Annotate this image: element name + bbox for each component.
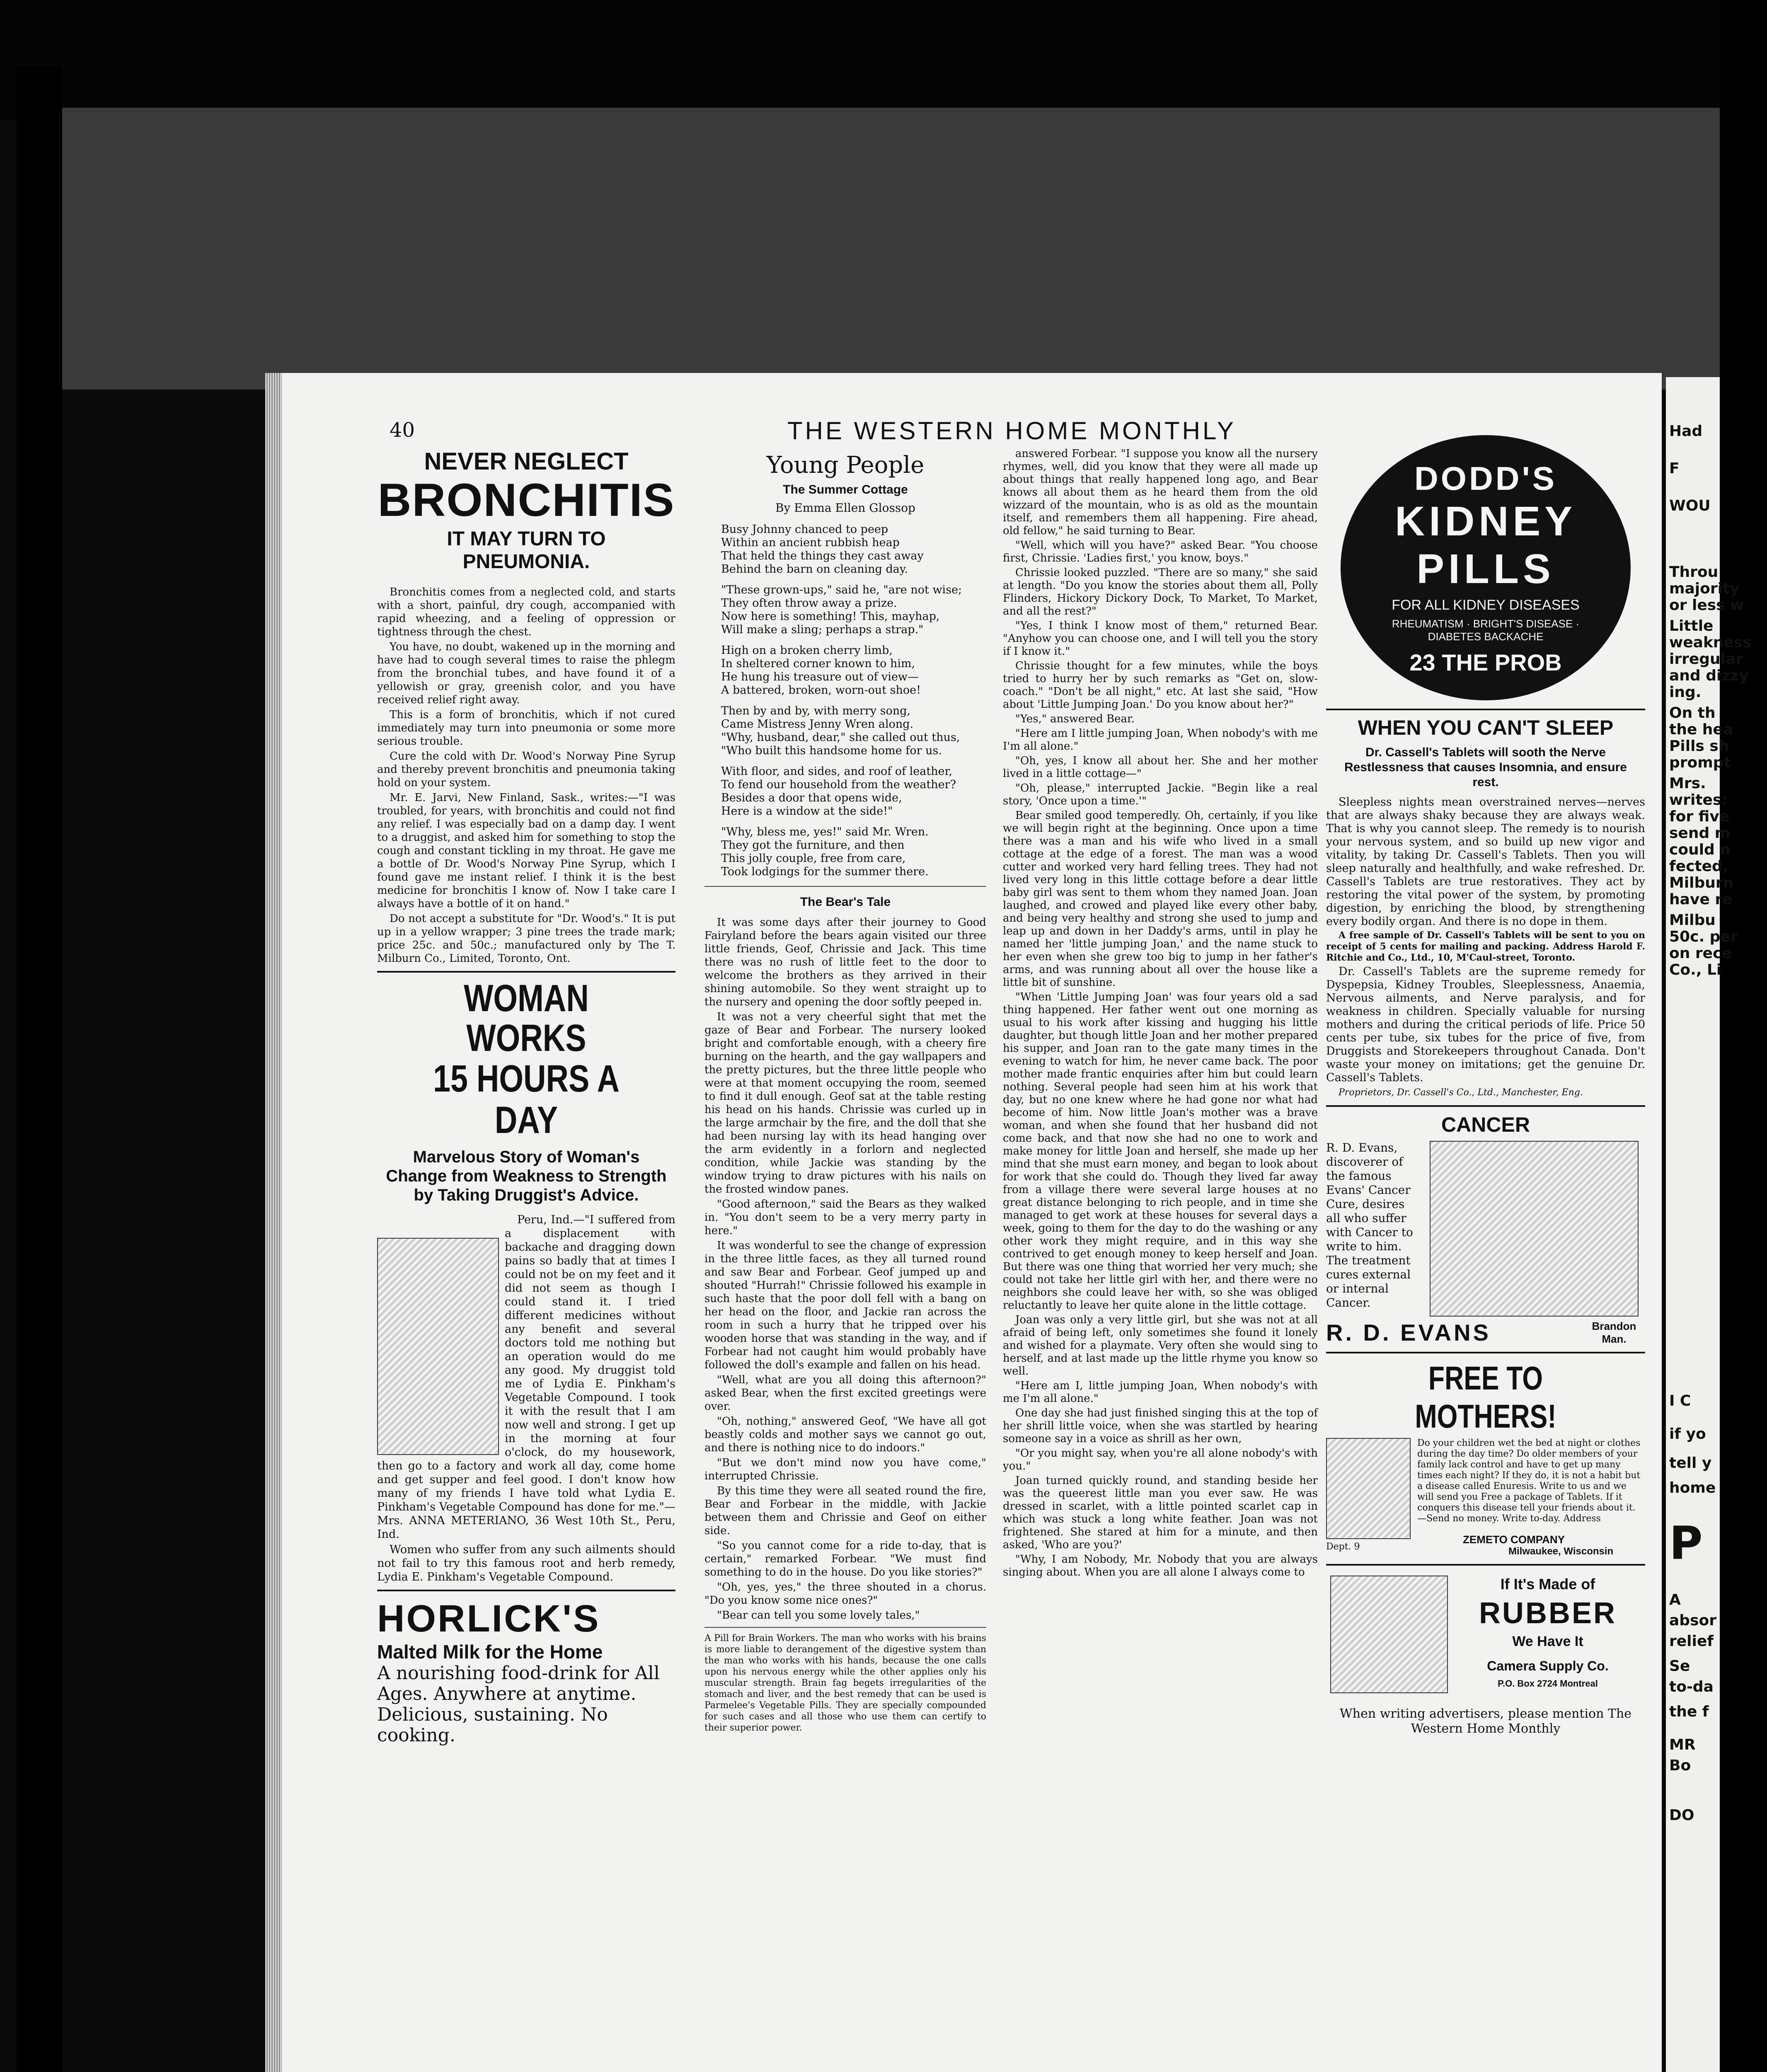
sleep-ad-subhead: Dr. Cassell's Tablets will sooth the Nerve Restlessness that causes Insomnia, and ensure rest. — [1344, 746, 1627, 789]
poem-stanza: With floor, and sides, and roof of leather, To fend our household from the weather? Besides a door that opens wide, Here is a window at the side!" — [721, 765, 956, 818]
adjacent-page-text: weakness — [1669, 634, 1752, 651]
adjacent-page-text: absor — [1669, 1612, 1716, 1629]
adjacent-page-text: MR — [1669, 1736, 1696, 1753]
adjacent-page-text: irregular — [1669, 651, 1743, 668]
adjacent-page-text: Co., Li — [1669, 961, 1722, 978]
scan-shadow — [62, 108, 1720, 390]
sleep-ad-body — [1326, 796, 1645, 1099]
divider — [1326, 1564, 1645, 1566]
paragraph: "Here am I, little jumping Joan, When nobody's with me I'm all alone." — [1003, 1380, 1318, 1405]
adjacent-page-text: prompt — [1669, 754, 1731, 771]
adjacent-page-text: writes: — [1669, 792, 1728, 808]
paragraph: "Well, which will you have?" asked Bear. "You choose first, Chrissie. 'Ladies first,' you know, boys." — [1003, 539, 1318, 564]
adjacent-page-text: on rece — [1669, 945, 1732, 962]
paragraph: Chrissie looked puzzled. "There are so many," she said at length. "Do you know the stories about them all, Polly Flinders, Hickory Dickory Dock, To Market, To Market, and all the rest?" — [1003, 566, 1318, 617]
adjacent-page-text: could n — [1669, 841, 1731, 858]
adjacent-page-text: to-da — [1669, 1678, 1714, 1695]
free-to-mothers-company: ZEMETO COMPANY — [1463, 1533, 1565, 1546]
divider — [1326, 1105, 1645, 1107]
paragraph: "Yes, I think I know most of them," returned Bear. "Anyhow you can choose one, and I will tell you the story if I know it." — [1003, 620, 1318, 658]
story-title: The Bear's Tale — [800, 895, 891, 909]
paragraph: One day she had just finished singing this at the top of her shrill little voice, when she was startled by hearing someone say in a voice as shrill as her own, — [1003, 1407, 1318, 1445]
poem-title: The Summer Cottage — [783, 483, 908, 496]
masthead: THE WESTERN HOME MONTHLY — [787, 417, 1236, 445]
adjacent-page-text: home — [1669, 1479, 1716, 1496]
paragraph: Proprietors, Dr. Cassell's Co., Ltd., Manchester, Eng. — [1339, 1087, 1583, 1098]
adjacent-page-text: relief — [1669, 1633, 1714, 1650]
story-body — [704, 916, 986, 1622]
page-number: 40 — [390, 419, 415, 442]
dodds-line-5: RHEUMATISM · BRIGHT'S DISEASE · DIABETES BACKACHE — [1392, 617, 1580, 643]
sleep-ad-headline: WHEN YOU CAN'T SLEEP — [1358, 716, 1614, 739]
free-to-mothers-headline: FREE TO MOTHERS! — [1415, 1360, 1556, 1435]
film-right-border — [1720, 0, 1767, 2072]
adjacent-page-text: the hea — [1669, 721, 1733, 738]
poem-stanzas — [704, 523, 986, 879]
paragraph: "But we don't mind now you have come," interrupted Chrissie. — [704, 1457, 986, 1482]
rubber-ad-line-5: P.O. Box 2724 Montreal — [1498, 1678, 1598, 1689]
bronchitis-ad-body — [377, 586, 675, 965]
bronchitis-ad-subhead: IT MAY TURN TO PNEUMONIA. — [447, 528, 606, 573]
paragraph: "Oh, please," interrupted Jackie. "Begin like a real story, 'Once upon a time.'" — [1003, 782, 1318, 807]
paragraph: Mr. E. Jarvi, New Finland, Sask., writes:—"I was troubled, for years, with bronchitis and could not find any relief. I was especially bad on a damp day. I went to a druggist, and asked him for something to stop the cough and constant tickling in my throat. He gave me a bottle of Dr. Wood's Norway Pine Syrup, which I found gave me instant relief. I think it is the best medicine for bronchitis I know of. Now I take care I always have a bottle of it on hand." — [377, 792, 675, 910]
column-1 — [377, 448, 675, 1746]
divider — [704, 886, 986, 887]
paragraph: Sleepless nights mean overstrained nerves—nerves that are always shaky because they are always weak. That is why you cannot sleep. The remedy is to nourish your nervous system, and so build up new vigor and vitality, by taking Dr. Cassell's Tablets. Then you will sleep naturally and healthfully, and wake refreshed. Dr. Cassell's Tablets are true restoratives. They act by restoring the vital power of the system, by promoting digestion, by enriching the blood, by strengthening every bodily organ. And there is no dope in them. — [1326, 796, 1645, 928]
paragraph: Bear smiled good temperedly. Oh, certainly, if you like we will begin right at the beginning. Once upon a time there was a man and his wife who lived in a small cottage at the edge of a forest. The man was a wood cutter and worked very hard felling trees. They had not lived very long in this little cottage before a dear little baby girl was sent to them whom they named Joan. Joan laughed, and crowed and played like every other baby, and being very healthy and strong she used to jump and leap up and down in her Daddy's arms, until in play he named her 'little jumping Joan,' and the name stuck to her even when she grew too big to jump in her father's arms, and was running about all over the house like a little bit of sunshine. — [1003, 809, 1318, 989]
film-top-border — [0, 0, 1767, 120]
horlicks-ad-text: A nourishing food-drink for All Ages. Anywhere at anytime. Delicious, sustaining. No cooking. — [377, 1663, 660, 1746]
paragraph: "Oh, yes, yes," the three shouted in a chorus. "Do you know some nice ones?" — [704, 1581, 986, 1607]
adjacent-page-text: Se — [1669, 1658, 1690, 1675]
cancer-ad-place: Brandon Man. — [1592, 1319, 1636, 1345]
dodds-line-6: 23 THE PROB — [1409, 649, 1562, 675]
adjacent-page-text: Pills sh — [1669, 738, 1729, 755]
adjacent-page-text: Bo — [1669, 1757, 1691, 1774]
adjacent-page-text: Throu — [1669, 564, 1719, 581]
adjacent-page-text: if yo — [1669, 1426, 1706, 1443]
paragraph: This is a form of bronchitis, which if not cured immediately may turn into pneumonia or some more serious trouble. — [377, 709, 675, 748]
rubber-ad — [1326, 1571, 1645, 1696]
poem-author: By Emma Ellen Glossop — [775, 501, 915, 515]
adjacent-page-text: send m — [1669, 825, 1731, 842]
paragraph: "Good afternoon," said the Bears as they walked in. "You don't seem to be a very merry party in here." — [704, 1198, 986, 1237]
dodds-line-4: FOR ALL KIDNEY DISEASES — [1392, 597, 1580, 613]
free-to-mothers-city: Milwaukee, Wisconsin — [1508, 1546, 1614, 1557]
rubber-ad-line-4: Camera Supply Co. — [1487, 1658, 1609, 1673]
film-left-border — [17, 66, 62, 2072]
paragraph: answered Forbear. "I suppose you know all the nursery rhymes, well, did you know that they were all made up about things that really happened long ago, and Bear knows all about them as he heard them from the old wizzard of the mountain, who is as old as the mountain itself, and remembers them all happening. Fire ahead, old fellow," he said turning to Bear. — [1003, 448, 1318, 537]
cancer-ad-headline: CANCER — [1441, 1113, 1530, 1136]
adjacent-page-text: Milburn — [1669, 874, 1734, 891]
dodds-line-2: KIDNEY — [1395, 498, 1576, 545]
column-2 — [704, 448, 986, 1736]
pinkham-ad-body — [377, 1213, 675, 1584]
pill-footnote: A Pill for Brain Workers. The man who works with his brains is more liable to derangement of the digestive system than the man who works with his hands, because the one calls upon his nervous energy while the other applies only his muscular strength. Brain fag begets irregularities of the stomach and liver, and the best remedy that can be used is Parmelee's Vegetable Pills. They are specially compounded for such cases and all those who use them can certify to their superior power. — [704, 1633, 986, 1733]
footer-note: When writing advertisers, please mention The Western Home Monthly — [1339, 1706, 1632, 1736]
paragraph: "Here am I little jumping Joan, When nobody's with me I'm all alone." — [1003, 727, 1318, 753]
paragraph: "When 'Little Jumping Joan' was four years old a sad thing happened. Her father went out one morning as usual to his work after kissing and hugging his little daughter, but though little Joan and her mother prepared his supper, and Joan ran to the gate many times in the evening to watch for him, he never came back. The poor mother made frantic enquiries after him but could learn nothing. Several people had seen him at his work that day, but no one knew where he had gone nor what had become of him. Now little Joan's mother was a brave woman, and when she found that her husband did not come back, and that now she had no one to work and make money for little Joan and herself, she made up her mind that she must earn money, and began to look about for work that she could do. Though they lived far away from a village there were several large houses at no great distance belonging to rich people, and in time she managed to get work at these houses for several days a week, going to them for the day to do the washing or any other work they might require, and in this way she contrived to get enough money to keep herself and Joan. But there was one thing that worried her very much; she could not take her little girl with her, and there were no neighbors she could leave her with, so she was obliged reluctantly to leave her quite alone in the little cottage. — [1003, 991, 1318, 1312]
paragraph: Dr. Cassell's Tablets are the supreme remedy for Dyspepsia, Kidney Troubles, Sleeplessness, Anaemia, Nervous ailments, and Nerve paralysis, and for weakness in children. Specially valuable for nursing mothers and during the critical periods of life. Price 50 cents per tube, six tubes for the price of five, from Druggists and Storekeepers throughout Canada. Don't waste your money on imitations; get the genuine Dr. Cassell's Tablets. — [1326, 965, 1645, 1084]
divider — [1326, 1352, 1645, 1353]
adjacent-page-text: F — [1669, 460, 1680, 477]
adjacent-page-text: 50c. per — [1669, 928, 1738, 945]
dodds-kidney-pills-ad — [1341, 435, 1631, 700]
adjacent-page-text: have re — [1669, 891, 1733, 908]
adjacent-page-text: or less w — [1669, 597, 1744, 614]
divider — [1326, 709, 1645, 710]
rubber-ad-line-2: RUBBER — [1479, 1597, 1617, 1630]
free-to-mothers-dept: Dept. 9 — [1326, 1542, 1360, 1552]
adjacent-page-text: On th — [1669, 704, 1716, 721]
paragraph: Chrissie thought for a few minutes, while the boys tried to hurry her by such remarks as "Get on, slow-coach." "Don't be all night," etc. At last she said, "How about 'Little Jumping Joan.' Do you know about her?" — [1003, 660, 1318, 711]
paragraph: You have, no doubt, wakened up in the morning and have had to cough several times to raise the phlegm from the bronchial tubes, and have found it of a yellowish or gray, greenish color, and you have received relief right away. — [377, 641, 675, 706]
adjacent-page-text: ing. — [1669, 684, 1702, 701]
free-to-mothers-body — [1326, 1438, 1645, 1558]
poem-stanza: "These grown-ups," said he, "are not wise; They often throw away a prize. Now here is something! This, mayhap, Will make a sling; perhaps a strap." — [721, 583, 962, 636]
paragraph: "Oh, yes, I know all about her. She and her mother lived in a little cottage—" — [1003, 755, 1318, 780]
horlicks-ad-headline: HORLICK'S — [377, 1598, 600, 1640]
column-4 — [1326, 435, 1645, 1736]
divider — [377, 971, 675, 973]
pinkham-ad-headline-1: WOMAN WORKS — [464, 977, 589, 1059]
divider — [377, 1590, 675, 1591]
rubber-ad-line-3: We Have It — [1512, 1634, 1583, 1649]
paragraph: "Yes," answered Bear. — [1015, 713, 1135, 725]
bronchitis-ad-headline: BRONCHITIS — [378, 474, 675, 526]
paragraph: It was not a very cheerful sight that met the gaze of Bear and Forbear. The nursery looked bright and comfortable enough, with a cheery fire burning on the hearth, and the gay wallpapers and the pretty pictures, but the three little people who were at that moment occupying the room, seemed to find it dull enough. Geof sat at the table resting his head on his hands. Chrissie was curled up in the large armchair by the fire, and the doll that she had been nursing lay with its head hanging over the arm evidently in a forlorn and neglected condition, while Jackie was standing by the window trying to draw pictures with his nails on the frosted window panes. — [704, 1011, 986, 1196]
adjacent-page-text: Milbu — [1669, 912, 1716, 929]
adjacent-page-text: I C — [1669, 1392, 1691, 1409]
adjacent-page-text: for five — [1669, 808, 1730, 825]
column-3 — [1003, 448, 1318, 1581]
adjacent-page-text: A — [1669, 1591, 1681, 1608]
paragraph: A free sample of Dr. Cassell's Tablets will be sent to you on receipt of 5 cents for mailing and packing. Address Harold F. Ritchie and Co., Ltd., 10, M'Caul-street, Toronto. — [1326, 930, 1645, 963]
paragraph: It was wonderful to see the change of expression in the three little faces, as they all turned round and saw Bear and Forbear. Geof jumped up and shouted "Hurrah!" Chrissie followed his example in such haste that the poor doll fell with a bang on her head on the floor, and Jackie ran across the room in such a hurry that he tripped over his wooden horse that was standing in the way, and if Forbear had not caught him would probably have followed the doll's example and fallen on his head. — [704, 1239, 986, 1371]
free-to-mothers-text: Do your children wet the bed at night or clothes during the day time? Do older members of your family lack control and have to get up many times each night? If they do, it is not a habit but a disease called Enuresis. Write to us and we will send you Free a package of Tablets. If it conquers this disease tell your friends about it.—Send no money. Write to-day. Address — [1417, 1438, 1641, 1524]
pinkham-ad-subhead: Marvelous Story of Woman's Change from Weakness to Strength by Taking Druggist's Advice. — [386, 1148, 667, 1204]
cancer-ad-body — [1326, 1141, 1645, 1319]
horlicks-ad-subhead: Malted Milk for the Home — [377, 1641, 603, 1663]
adjacent-page-text: and dizzy — [1669, 667, 1749, 684]
cancer-ad-signature — [1326, 1319, 1645, 1346]
cancer-ad-text: R. D. Evans, discoverer of the famous Evans' Cancer Cure, desires all who suffer with Cancer to write to him. The treatment cures external or internal Cancer. — [1326, 1141, 1413, 1310]
paragraph: Bronchitis comes from a neglected cold, and starts with a short, painful, dry cough, accompanied with rapid wheezing, and a feeling of oppression or tightness through the chest. — [377, 586, 675, 638]
paragraph: It was some days after their journey to Good Fairyland before the bears again visited our three little friends, Geof, Chrissie and Jack. This time there was no rush of little feet to the door to welcome the brothers as they arrived in their shining automobile. So they went straight up to the nursery and opening the door softly peeped in. — [704, 916, 986, 1008]
adjacent-page-text: majority — [1669, 580, 1740, 597]
paragraph: Peru, Ind.—"I suffered from a displacement with backache and dragging down pains so badly that at times I could not be on my feet and it did not seem as though I could stand it. I tried different medicines without any benefit and several doctors told me nothing but an operation would do me any good. My druggist told me of Lydia E. Pinkham's Vegetable Compound. I took it with the result that I am now well and strong. I get up in the morning at four o'clock, do my housework, then go to a factory and work all day, come home and get supper and feel good. I don't know how many of my friends I have told what Lydia E. Pinkham's Vegetable Compound has done for me."—Mrs. ANNA METERIANO, 36 West 10th St., Peru, Ind. — [377, 1213, 675, 1541]
section-heading: Young People — [766, 452, 925, 479]
poem-stanza: Then by and by, with merry song, Came Mistress Jenny Wren along. "Why, husband, dear," she called out thus, "Who built this handsome home for us. — [721, 704, 960, 757]
adjacent-page-text: Had — [1669, 423, 1703, 440]
adjacent-page-text: Little — [1669, 617, 1714, 634]
adjacent-page-text: the f — [1669, 1703, 1709, 1720]
woman-portrait-illustration — [1326, 1438, 1411, 1539]
adjacent-page-text: tell y — [1669, 1455, 1712, 1472]
dodds-line-1: DODD'S — [1414, 460, 1557, 497]
poem-stanza: "Why, bless me, yes!" said Mr. Wren. They got the furniture, and then This jolly couple, free from care, Took lodgings for the summer there. — [721, 825, 929, 878]
adjacent-page-text: fected, — [1669, 858, 1728, 875]
paragraph: Joan was only a very little girl, but she was not at all afraid of being left, only sometimes she found it lonely and wished for a playmate. Very often she would sing to herself, and at last made up the little rhyme you know so well. — [1003, 1314, 1318, 1377]
paragraph: "Oh, nothing," answered Geof, "We have all got beastly colds and mother says we cannot go out, and there is nothing nice to do indoors." — [704, 1415, 986, 1454]
page-edges — [265, 373, 282, 2072]
paragraph: Women who suffer from any such ailments should not fail to try this famous root and herb remedy, Lydia E. Pinkham's Vegetable Compound. — [377, 1543, 675, 1583]
paragraph: "So you cannot come for a ride to-day, that is certain," remarked Forbear. "We must find something to do in the house. Do you like stories?" — [704, 1539, 986, 1578]
story-continued — [1003, 448, 1318, 1579]
adjacent-page-text: P — [1669, 1517, 1703, 1570]
bronchitis-ad-kicker: NEVER NEGLECT — [424, 448, 629, 475]
adjacent-page-text: DO — [1669, 1807, 1694, 1824]
poem-stanza: Busy Johnny chanced to peep Within an ancient rubbish heap That held the things they cast away Behind the barn on cleaning day. — [721, 523, 924, 576]
cancer-ad-name: R. D. EVANS — [1326, 1319, 1491, 1346]
woman-with-bottle-illustration — [377, 1238, 499, 1455]
rubber-ad-line-1: If It's Made of — [1500, 1576, 1595, 1593]
paragraph: "Why, I am Nobody, Mr. Nobody that you are always singing about. When you are all alone I always come to — [1003, 1553, 1318, 1578]
poem-stanza: High on a broken cherry limb, In sheltered corner known to him, He hung his treasure out of view— A battered, broken, worn-out shoe! — [721, 644, 921, 697]
paragraph: Do not accept a substitute for "Dr. Wood's." It is put up in a yellow wrapper; 3 pine trees the trade mark; price 25c. and 50c.; manufactured only by The T. Milburn Co., Limited, Toronto, Ont. — [377, 913, 675, 965]
rubber-goods-illustration — [1330, 1576, 1448, 1693]
paragraph: Cure the cold with Dr. Wood's Norway Pine Syrup and thereby prevent bronchitis and pneumonia taking hold on your system. — [377, 750, 675, 789]
dodds-line-3: PILLS — [1416, 546, 1555, 592]
paragraph: "Or you might say, when you're all alone nobody's with you." — [1003, 1447, 1318, 1472]
divider — [704, 1627, 986, 1628]
adjacent-page-text: WOU — [1669, 497, 1711, 514]
adjacent-page-text: Mrs. — [1669, 775, 1706, 792]
paragraph: By this time they were all seated round the fire, Bear and Forbear in the middle, with Jackie between them and Chrissie and Geof on either side. — [704, 1485, 986, 1537]
pinkham-ad-headline-2: 15 HOURS A DAY — [433, 1058, 620, 1141]
adjacent-page-fragment — [1666, 377, 1752, 2072]
portrait-illustration — [1430, 1141, 1639, 1317]
paragraph: "Bear can tell you some lovely tales," — [717, 1609, 920, 1622]
paragraph: Joan turned quickly round, and standing beside her was the queerest little man you ever saw. He was dressed in scarlet, with a little pointed scarlet cap in which was stuck a long white feather. Joan was not frightened. She stared at him for a minute, and then asked, 'Who are you?' — [1003, 1474, 1318, 1551]
paragraph: "Well, what are you all doing this afternoon?" asked Bear, when the first excited greetings were over. — [704, 1374, 986, 1413]
